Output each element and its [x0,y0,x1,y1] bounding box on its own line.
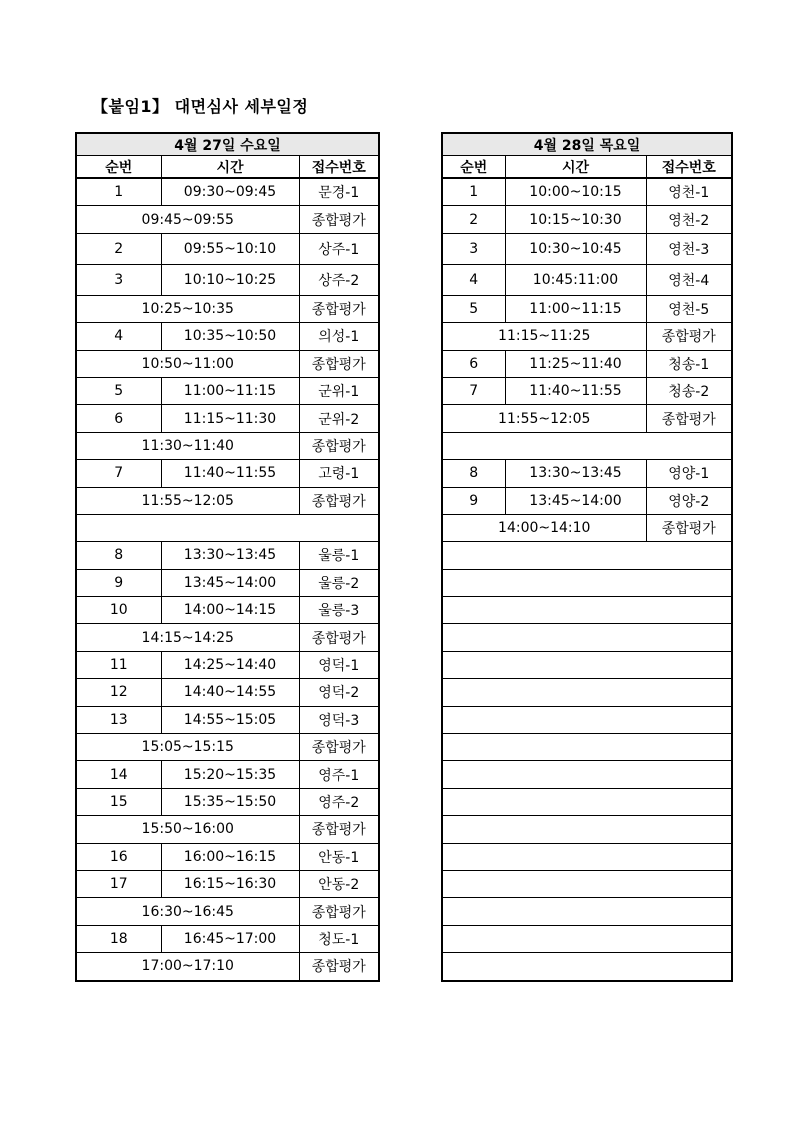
time-cell: 10:15~10:30 [505,206,646,233]
summary-row [442,323,732,350]
receipt-cell: 군위-2 [299,405,379,432]
table-row [442,295,732,322]
blank-row [442,870,732,897]
receipt-cell: 문경-1 [299,178,379,206]
time-cell: 16:00~16:15 [161,843,299,870]
blank-row [442,569,732,596]
seq-cell: 12 [76,679,161,706]
receipt-cell: 영덕-2 [299,679,379,706]
blank-row [442,953,732,981]
time-cell: 10:35~10:50 [161,323,299,350]
receipt-cell: 영덕-1 [299,651,379,678]
summary-row [76,624,379,651]
empty-cell [442,843,732,870]
receipt-cell: 영주-1 [299,761,379,788]
table-row [76,405,379,432]
summary-time-cell: 09:45~09:55 [76,206,299,233]
empty-cell [442,706,732,733]
summary-time-cell: 16:30~16:45 [76,898,299,925]
receipt-cell: 안동-2 [299,870,379,897]
empty-cell [442,679,732,706]
receipt-cell: 종합평가 [299,898,379,925]
time-cell: 16:45~17:00 [161,925,299,952]
empty-cell [442,624,732,651]
summary-row [76,898,379,925]
receipt-cell: 고령-1 [299,460,379,487]
seq-cell: 3 [76,264,161,295]
table-row [76,460,379,487]
time-cell: 14:25~14:40 [161,651,299,678]
seq-cell: 8 [76,542,161,569]
time-cell: 10:00~10:15 [505,178,646,206]
summary-row [76,432,379,459]
receipt-cell: 청도-1 [299,925,379,952]
table-row [76,870,379,897]
blank-row [442,925,732,952]
summary-row [76,295,379,322]
table-row [442,460,732,487]
time-cell: 09:30~09:45 [161,178,299,206]
receipt-cell: 종합평가 [299,206,379,233]
blank-row [442,761,732,788]
time-cell: 11:00~11:15 [505,295,646,322]
summary-row [76,350,379,377]
seq-cell: 8 [442,460,505,487]
summary-time-cell: 11:15~11:25 [442,323,646,350]
empty-cell [442,816,732,843]
table-row [76,569,379,596]
receipt-cell: 종합평가 [646,323,732,350]
blank-row [442,788,732,815]
table-row [76,264,379,295]
time-cell: 14:40~14:55 [161,679,299,706]
seq-cell: 18 [76,925,161,952]
empty-cell [442,898,732,925]
col-header-time: 시간 [505,156,646,179]
summary-time-cell: 10:50~11:00 [76,350,299,377]
blank-row [442,843,732,870]
receipt-cell: 종합평가 [299,816,379,843]
summary-row [76,487,379,514]
seq-cell: 15 [76,788,161,815]
summary-time-cell: 15:05~15:15 [76,734,299,761]
table-row [442,487,732,514]
summary-row [76,953,379,981]
schedule-table-day1 [75,132,380,982]
receipt-cell: 영천-5 [646,295,732,322]
empty-cell [442,788,732,815]
table-row [76,597,379,624]
summary-row [442,514,732,541]
blank-row [442,624,732,651]
time-cell: 10:45:11:00 [505,264,646,295]
receipt-cell: 울릉-2 [299,569,379,596]
receipt-cell: 청송-1 [646,350,732,377]
seq-cell: 9 [442,487,505,514]
receipt-cell: 상주-2 [299,264,379,295]
col-header-receipt: 접수번호 [299,156,379,179]
empty-cell [442,761,732,788]
blank-row [76,514,379,541]
time-cell: 11:40~11:55 [161,460,299,487]
summary-row [442,405,732,432]
empty-cell [442,651,732,678]
seq-cell: 13 [76,706,161,733]
table-row [76,679,379,706]
seq-cell: 7 [442,377,505,404]
receipt-cell: 종합평가 [299,953,379,981]
receipt-cell: 영양-1 [646,460,732,487]
empty-cell [442,569,732,596]
seq-cell: 6 [76,405,161,432]
blank-row [442,706,732,733]
table-row [76,706,379,733]
receipt-cell: 청송-2 [646,377,732,404]
seq-cell: 1 [442,178,505,206]
time-cell: 16:15~16:30 [161,870,299,897]
time-cell: 13:30~13:45 [161,542,299,569]
seq-cell: 10 [76,597,161,624]
seq-cell: 16 [76,843,161,870]
receipt-cell: 울릉-3 [299,597,379,624]
summary-time-cell: 14:00~14:10 [442,514,646,541]
time-cell: 13:45~14:00 [161,569,299,596]
seq-cell: 7 [76,460,161,487]
time-cell: 11:40~11:55 [505,377,646,404]
blank-row [442,679,732,706]
time-cell: 10:10~10:25 [161,264,299,295]
receipt-cell: 종합평가 [299,295,379,322]
summary-time-cell: 15:50~16:00 [76,816,299,843]
summary-time-cell: 11:55~12:05 [76,487,299,514]
table-row [442,233,732,264]
seq-cell: 11 [76,651,161,678]
empty-cell [442,542,732,569]
time-cell: 15:35~15:50 [161,788,299,815]
summary-time-cell: 11:30~11:40 [76,432,299,459]
receipt-cell: 영천-2 [646,206,732,233]
receipt-cell: 의성-1 [299,323,379,350]
summary-time-cell: 17:00~17:10 [76,953,299,981]
blank-row [442,432,732,459]
receipt-cell: 종합평가 [299,734,379,761]
time-cell: 15:20~15:35 [161,761,299,788]
col-header-seq: 순번 [442,156,505,179]
time-cell: 14:00~14:15 [161,597,299,624]
seq-cell: 17 [76,870,161,897]
seq-cell: 3 [442,233,505,264]
seq-cell: 4 [76,323,161,350]
blank-row [442,898,732,925]
table-row [76,377,379,404]
receipt-cell: 상주-1 [299,233,379,264]
col-header-receipt: 접수번호 [646,156,732,179]
time-cell: 14:55~15:05 [161,706,299,733]
summary-row [76,734,379,761]
receipt-cell: 종합평가 [646,405,732,432]
table-row [76,925,379,952]
empty-cell [442,925,732,952]
time-cell: 13:30~13:45 [505,460,646,487]
table-row [442,178,732,206]
table-row [76,178,379,206]
table-row [76,323,379,350]
blank-row [442,734,732,761]
summary-time-cell: 10:25~10:35 [76,295,299,322]
table-row [442,206,732,233]
empty-cell [442,597,732,624]
receipt-cell: 영덕-3 [299,706,379,733]
summary-time-cell: 14:15~14:25 [76,624,299,651]
empty-cell [76,514,379,541]
document-title: 【붙임1】 대면심사 세부일정 [92,97,309,116]
seq-cell: 2 [442,206,505,233]
empty-cell [442,953,732,981]
summary-time-cell: 11:55~12:05 [442,405,646,432]
table-row [442,377,732,404]
receipt-cell: 영양-2 [646,487,732,514]
schedule-table-day2 [441,132,733,982]
time-cell: 11:00~11:15 [161,377,299,404]
table-row [76,542,379,569]
table-row [76,761,379,788]
day-header: 4월 27일 수요일 [76,133,379,156]
seq-cell: 5 [76,377,161,404]
summary-row [76,206,379,233]
blank-row [442,651,732,678]
receipt-cell: 종합평가 [299,350,379,377]
empty-cell [442,432,732,459]
receipt-cell: 영천-1 [646,178,732,206]
blank-row [442,597,732,624]
receipt-cell: 종합평가 [299,432,379,459]
receipt-cell: 안동-1 [299,843,379,870]
seq-cell: 1 [76,178,161,206]
table-row [76,843,379,870]
time-cell: 11:25~11:40 [505,350,646,377]
table-row [76,233,379,264]
receipt-cell: 영천-4 [646,264,732,295]
time-cell: 10:30~10:45 [505,233,646,264]
time-cell: 09:55~10:10 [161,233,299,264]
receipt-cell: 종합평가 [299,624,379,651]
col-header-time: 시간 [161,156,299,179]
receipt-cell: 영천-3 [646,233,732,264]
seq-cell: 5 [442,295,505,322]
empty-cell [442,734,732,761]
receipt-cell: 영주-2 [299,788,379,815]
table-row [442,264,732,295]
time-cell: 13:45~14:00 [505,487,646,514]
seq-cell: 14 [76,761,161,788]
receipt-cell: 종합평가 [646,514,732,541]
table-row [76,651,379,678]
empty-cell [442,870,732,897]
table-row [76,788,379,815]
seq-cell: 6 [442,350,505,377]
table-row [442,350,732,377]
seq-cell: 2 [76,233,161,264]
time-cell: 11:15~11:30 [161,405,299,432]
blank-row [442,816,732,843]
receipt-cell: 군위-1 [299,377,379,404]
seq-cell: 9 [76,569,161,596]
blank-row [442,542,732,569]
col-header-seq: 순번 [76,156,161,179]
receipt-cell: 종합평가 [299,487,379,514]
receipt-cell: 울릉-1 [299,542,379,569]
seq-cell: 4 [442,264,505,295]
day-header: 4월 28일 목요일 [442,133,732,156]
summary-row [76,816,379,843]
